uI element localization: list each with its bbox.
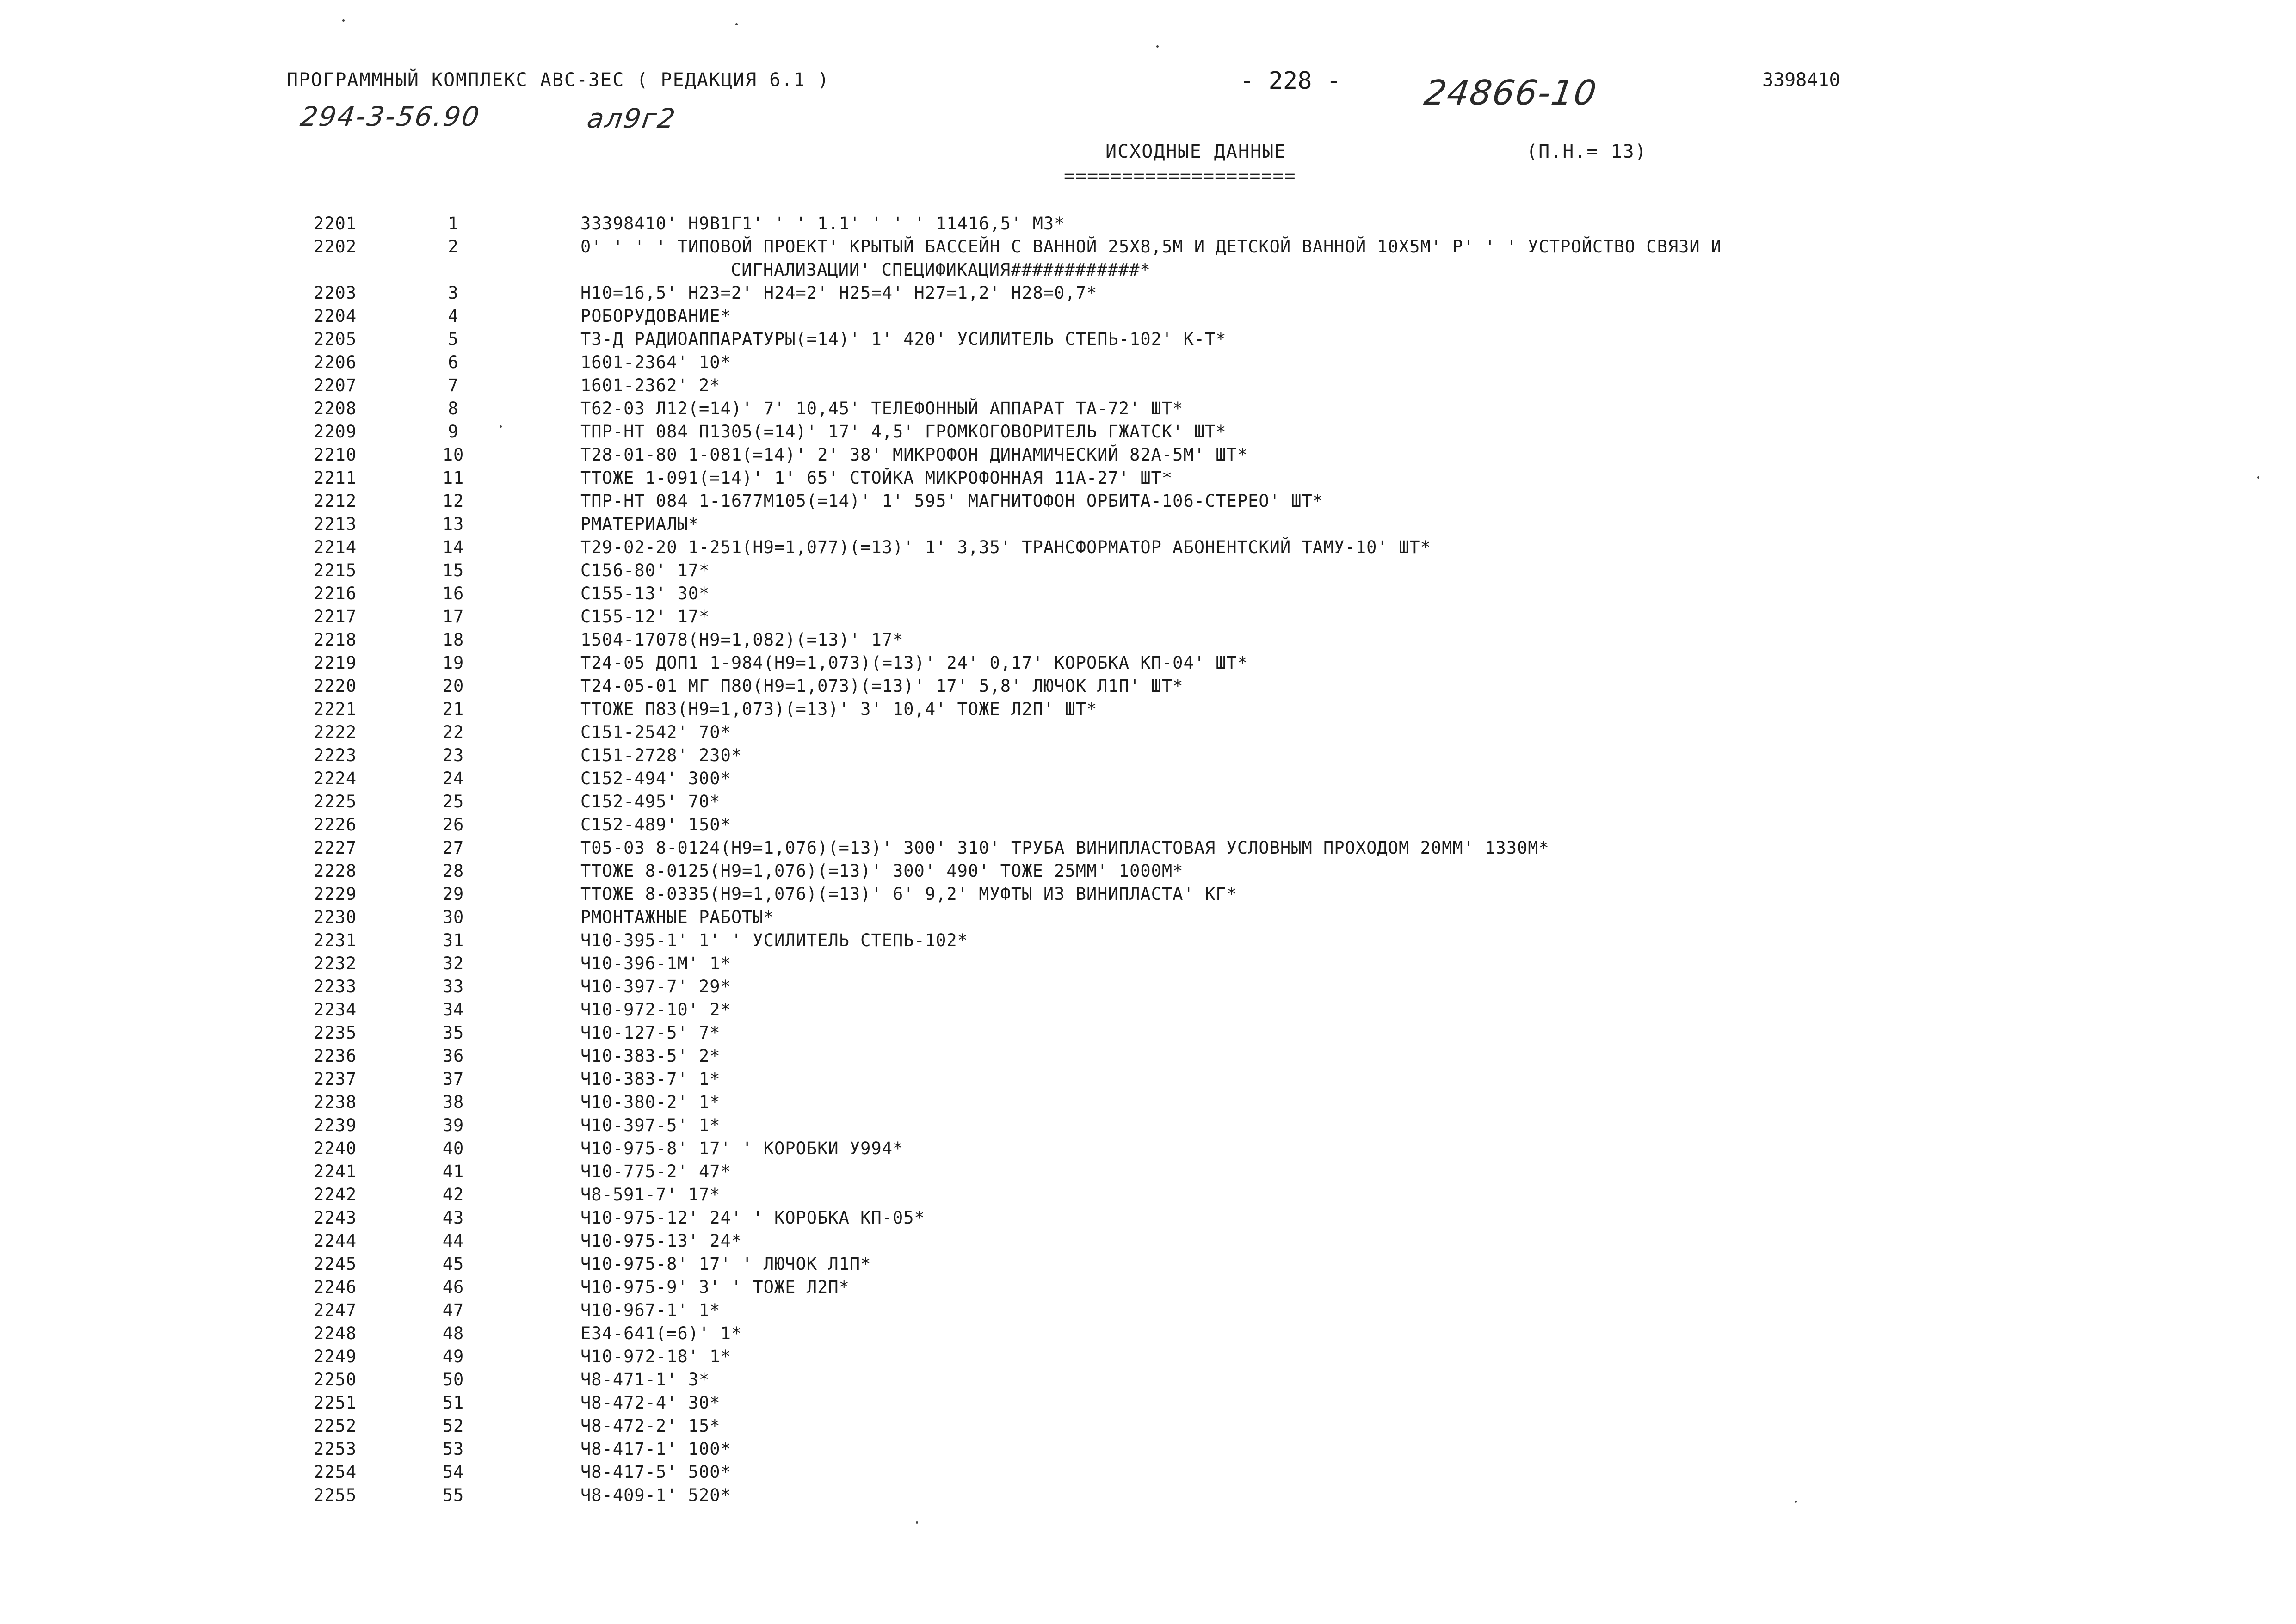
row-line-number: 18 (442, 630, 464, 650)
row-sequence-number: 2221 (314, 699, 357, 719)
document-id: 3398410 (1762, 69, 1840, 91)
row-sequence-number: 2222 (314, 722, 357, 742)
listing-row (0, 815, 2296, 838)
listing-row (0, 861, 2296, 884)
row-sequence-number: 2228 (314, 861, 357, 881)
listing-row (0, 214, 2296, 237)
row-sequence-number: 2223 (314, 745, 357, 765)
listing-row (0, 653, 2296, 676)
row-line-number: 28 (442, 861, 464, 881)
row-text: Т24-05-01 МГ П80(Н9=1,073)(=13)' 17' 5,8' ЛЮЧОК Л1П' ШТ* (580, 676, 1184, 696)
row-text: Ч8-472-4' 30* (580, 1393, 721, 1413)
row-text: 1601-2364' 10* (580, 352, 731, 372)
row-text: Ч10-972-10' 2* (580, 1000, 731, 1020)
listing-row (0, 953, 2296, 977)
row-line-number: 16 (442, 584, 464, 603)
row-line-number: 45 (442, 1254, 464, 1274)
row-line-number: 40 (442, 1138, 464, 1158)
listing-row (0, 1300, 2296, 1323)
row-sequence-number: 2220 (314, 676, 357, 696)
row-text: РОБОРУДОВАНИЕ* (580, 306, 731, 326)
row-text: Ч10-396-1М' 1* (580, 953, 731, 973)
row-line-number: 2 (448, 237, 459, 257)
listing-row (0, 745, 2296, 769)
row-line-number: 50 (442, 1370, 464, 1390)
row-text: Ч8-471-1' 3* (580, 1370, 710, 1390)
row-sequence-number: 2247 (314, 1300, 357, 1320)
row-sequence-number: 2254 (314, 1462, 357, 1482)
row-sequence-number: 2232 (314, 953, 357, 973)
row-sequence-number: 2249 (314, 1347, 357, 1366)
row-line-number: 27 (442, 838, 464, 858)
scan-speck (2257, 476, 2259, 479)
row-line-number: 53 (442, 1439, 464, 1459)
row-line-number: 41 (442, 1162, 464, 1181)
row-sequence-number: 2215 (314, 560, 357, 580)
row-sequence-number: 2242 (314, 1185, 357, 1205)
listing-row (0, 352, 2296, 375)
row-line-number: 19 (442, 653, 464, 673)
listing-row (0, 399, 2296, 422)
listing-row (0, 977, 2296, 1000)
row-text: Ч10-127-5' 7* (580, 1023, 721, 1043)
row-sequence-number: 2206 (314, 352, 357, 372)
row-text: Ч10-397-7' 29* (580, 977, 731, 997)
row-sequence-number: 2201 (314, 214, 357, 234)
listing-row (0, 237, 2296, 283)
row-line-number: 22 (442, 722, 464, 742)
listing-row (0, 1439, 2296, 1462)
listing-row (0, 1323, 2296, 1347)
row-line-number: 37 (442, 1069, 464, 1089)
row-line-number: 52 (442, 1416, 464, 1436)
row-line-number: 32 (442, 953, 464, 973)
row-line-number: 54 (442, 1462, 464, 1482)
scan-speck (1795, 1501, 1797, 1503)
listing-row (0, 514, 2296, 537)
row-sequence-number: 2248 (314, 1323, 357, 1343)
row-line-number: 35 (442, 1023, 464, 1043)
row-text: Ч10-967-1' 1* (580, 1300, 721, 1320)
row-text: Т24-05 ДОП1 1-984(Н9=1,073)(=13)' 24' 0,17' КОРОБКА КП-04' ШТ* (580, 653, 1248, 673)
row-line-number: 8 (448, 399, 459, 418)
listing-row (0, 422, 2296, 445)
row-text: 0' ' ' ' ТИПОВОЙ ПРОЕКТ' КРЫТЫЙ БАССЕЙН С ВАННОЙ 25Х8,5М И ДЕТСКОЙ ВАННОЙ 10Х5М' Р' ' ' УСТРОЙСТВО СВЯЗИ И (580, 237, 1722, 257)
row-text: С155-12' 17* (580, 607, 710, 627)
section-page-ref: (П.Н.= 13) (1526, 141, 1647, 162)
data-listing (0, 214, 2296, 1508)
row-text: Ч10-975-9' 3' ' ТОЖЕ Л2П* (580, 1277, 850, 1297)
row-line-number: 55 (442, 1485, 464, 1505)
row-line-number: 38 (442, 1092, 464, 1112)
program-header: ПРОГРАММНЫЙ КОМПЛЕКС АВС-ЗЕС ( РЕДАКЦИЯ 6.1 ) (287, 69, 830, 91)
listing-row (0, 722, 2296, 745)
row-sequence-number: 2253 (314, 1439, 357, 1459)
listing-row (0, 907, 2296, 930)
row-text: 1504-17078(Н9=1,082)(=13)' 17* (580, 630, 904, 650)
listing-row (0, 283, 2296, 306)
row-text: Т3-Д РАДИОАППАРАТУРЫ(=14)' 1' 420' УСИЛИТЕЛЬ СТЕПЬ-102' К-Т* (580, 329, 1227, 349)
row-text: ТТОЖЕ 1-091(=14)' 1' 65' СТОЙКА МИКРОФОННАЯ 11А-27' ШТ* (580, 468, 1173, 488)
section-underline: ==================== (1064, 166, 1296, 187)
scan-speck (735, 23, 738, 25)
listing-row (0, 1370, 2296, 1393)
row-text: С156-80' 17* (580, 560, 710, 580)
row-text: С151-2542' 70* (580, 722, 731, 742)
listing-row (0, 1416, 2296, 1439)
row-line-number: 47 (442, 1300, 464, 1320)
row-line-number: 9 (448, 422, 459, 442)
row-sequence-number: 2225 (314, 792, 357, 812)
row-sequence-number: 2240 (314, 1138, 357, 1158)
row-line-number: 29 (442, 884, 464, 904)
row-text: Т62-03 Л12(=14)' 7' 10,45' ТЕЛЕФОННЫЙ АППАРАТ ТА-72' ШТ* (580, 399, 1184, 418)
row-text: С152-489' 150* (580, 815, 731, 835)
row-line-number: 42 (442, 1185, 464, 1205)
row-sequence-number: 2219 (314, 653, 357, 673)
listing-row (0, 560, 2296, 584)
row-sequence-number: 2212 (314, 491, 357, 511)
row-text: Ч10-383-7' 1* (580, 1069, 721, 1089)
row-sequence-number: 2208 (314, 399, 357, 418)
row-line-number: 49 (442, 1347, 464, 1366)
listing-row (0, 306, 2296, 329)
row-sequence-number: 2239 (314, 1115, 357, 1135)
row-line-number: 7 (448, 375, 459, 395)
row-sequence-number: 2213 (314, 514, 357, 534)
listing-row (0, 537, 2296, 560)
row-text: Ч8-417-5' 500* (580, 1462, 731, 1482)
listing-row (0, 1000, 2296, 1023)
listing-row (0, 1208, 2296, 1231)
row-text: Ч8-417-1' 100* (580, 1439, 731, 1459)
row-sequence-number: 2238 (314, 1092, 357, 1112)
row-line-number: 43 (442, 1208, 464, 1228)
row-line-number: 48 (442, 1323, 464, 1343)
row-line-number: 20 (442, 676, 464, 696)
row-sequence-number: 2234 (314, 1000, 357, 1020)
row-text: ТТОЖЕ П83(Н9=1,073)(=13)' 3' 10,4' ТОЖЕ Л2П' ШТ* (580, 699, 1098, 719)
scan-speck (1156, 45, 1159, 48)
handwritten-project-code: 294-3-56.90 (298, 101, 483, 132)
listing-row (0, 792, 2296, 815)
row-line-number: 26 (442, 815, 464, 835)
row-line-number: 34 (442, 1000, 464, 1020)
row-sequence-number: 2224 (314, 769, 357, 788)
listing-row (0, 699, 2296, 722)
row-text: РМОНТАЖНЫЕ РАБОТЫ* (580, 907, 774, 927)
row-sequence-number: 2202 (314, 237, 357, 257)
row-text: Ч10-972-18' 1* (580, 1347, 731, 1366)
row-sequence-number: 2217 (314, 607, 357, 627)
row-line-number: 3 (448, 283, 459, 303)
row-text: Ч10-975-8' 17' ' ЛЮЧОК Л1П* (580, 1254, 871, 1274)
row-line-number: 1 (448, 214, 459, 234)
scan-speck (500, 425, 502, 428)
listing-row (0, 1462, 2296, 1485)
row-sequence-number: 2237 (314, 1069, 357, 1089)
listing-row (0, 607, 2296, 630)
row-sequence-number: 2203 (314, 283, 357, 303)
row-text: Ч10-380-2' 1* (580, 1092, 721, 1112)
row-line-number: 44 (442, 1231, 464, 1251)
row-sequence-number: 2216 (314, 584, 357, 603)
listing-row (0, 445, 2296, 468)
row-sequence-number: 2246 (314, 1277, 357, 1297)
row-text: Ч8-591-7' 17* (580, 1185, 721, 1205)
row-line-number: 17 (442, 607, 464, 627)
row-text: ТПР-НТ 084 1-1677М105(=14)' 1' 595' МАГНИТОФОН ОРБИТА-106-СТЕРЕО' ШТ* (580, 491, 1324, 511)
row-sequence-number: 2207 (314, 375, 357, 395)
listing-row (0, 769, 2296, 792)
listing-row (0, 1185, 2296, 1208)
row-text: 1601-2362' 2* (580, 375, 721, 395)
row-line-number: 30 (442, 907, 464, 927)
row-sequence-number: 2251 (314, 1393, 357, 1413)
row-line-number: 33 (442, 977, 464, 997)
row-sequence-number: 2210 (314, 445, 357, 465)
row-text: Ч10-975-8' 17' ' КОРОБКИ У994* (580, 1138, 904, 1158)
row-text: ТПР-НТ 084 П1305(=14)' 17' 4,5' ГРОМКОГОВОРИТЕЛЬ ГЖАТСК' ШТ* (580, 422, 1227, 442)
row-text: С152-495' 70* (580, 792, 721, 812)
listing-row (0, 1347, 2296, 1370)
scan-speck (916, 1521, 918, 1524)
row-line-number: 4 (448, 306, 459, 326)
row-sequence-number: 2255 (314, 1485, 357, 1505)
listing-row (0, 375, 2296, 399)
listing-row (0, 491, 2296, 514)
row-sequence-number: 2230 (314, 907, 357, 927)
row-sequence-number: 2204 (314, 306, 357, 326)
row-line-number: 11 (442, 468, 464, 488)
row-line-number: 13 (442, 514, 464, 534)
handwritten-project-code-suffix: ал9г2 (585, 103, 679, 134)
row-sequence-number: 2226 (314, 815, 357, 835)
row-text: Ч10-775-2' 47* (580, 1162, 731, 1181)
row-sequence-number: 2209 (314, 422, 357, 442)
row-text: Ч10-397-5' 1* (580, 1115, 721, 1135)
row-line-number: 10 (442, 445, 464, 465)
row-sequence-number: 2244 (314, 1231, 357, 1251)
listing-row (0, 329, 2296, 352)
row-line-number: 51 (442, 1393, 464, 1413)
row-text: Ч10-975-12' 24' ' КОРОБКА КП-05* (580, 1208, 925, 1228)
row-text-continuation: СИГНАЛИЗАЦИИ' СПЕЦИФИКАЦИЯ############* (731, 260, 1151, 280)
row-line-number: 21 (442, 699, 464, 719)
row-text: Е34-641(=6)' 1* (580, 1323, 742, 1343)
row-line-number: 5 (448, 329, 459, 349)
row-text: С155-13' 30* (580, 584, 710, 603)
row-sequence-number: 2218 (314, 630, 357, 650)
row-sequence-number: 2227 (314, 838, 357, 858)
row-text: Ч10-975-13' 24* (580, 1231, 742, 1251)
row-line-number: 14 (442, 537, 464, 557)
listing-row (0, 1138, 2296, 1162)
section-title: ИСХОДНЫЕ ДАННЫЕ (1105, 141, 1287, 162)
listing-row (0, 468, 2296, 491)
row-text: Ч10-383-5' 2* (580, 1046, 721, 1066)
row-sequence-number: 2245 (314, 1254, 357, 1274)
row-line-number: 15 (442, 560, 464, 580)
row-sequence-number: 2243 (314, 1208, 357, 1228)
handwritten-document-number: 24866-10 (1421, 73, 1600, 113)
row-text: Т29-02-20 1-251(Н9=1,077)(=13)' 1' 3,35' ТРАНСФОРМАТОР АБОНЕНТСКИЙ ТАМУ-10' ШТ* (580, 537, 1431, 557)
listing-row (0, 676, 2296, 699)
row-line-number: 31 (442, 930, 464, 950)
row-line-number: 6 (448, 352, 459, 372)
listing-row (0, 584, 2296, 607)
listing-row (0, 1231, 2296, 1254)
row-sequence-number: 2252 (314, 1416, 357, 1436)
row-text: Ч10-395-1' 1' ' УСИЛИТЕЛЬ СТЕПЬ-102* (580, 930, 968, 950)
listing-row (0, 1069, 2296, 1092)
row-sequence-number: 2231 (314, 930, 357, 950)
row-line-number: 23 (442, 745, 464, 765)
row-text: С151-2728' 230* (580, 745, 742, 765)
row-line-number: 24 (442, 769, 464, 788)
listing-row (0, 884, 2296, 907)
listing-row (0, 1162, 2296, 1185)
row-text: ТТОЖЕ 8-0335(Н9=1,076)(=13)' 6' 9,2' МУФТЫ ИЗ ВИНИПЛАСТА' КГ* (580, 884, 1237, 904)
listing-row (0, 1023, 2296, 1046)
row-sequence-number: 2241 (314, 1162, 357, 1181)
listing-row (0, 1254, 2296, 1277)
row-sequence-number: 2214 (314, 537, 357, 557)
page-number: - 228 - (1240, 67, 1341, 95)
listing-row (0, 630, 2296, 653)
row-line-number: 36 (442, 1046, 464, 1066)
listing-row (0, 1115, 2296, 1138)
row-sequence-number: 2205 (314, 329, 357, 349)
row-sequence-number: 2250 (314, 1370, 357, 1390)
row-text: РМАТЕРИАЛЫ* (580, 514, 699, 534)
listing-row (0, 1092, 2296, 1115)
row-text: Ч8-409-1' 520* (580, 1485, 731, 1505)
row-sequence-number: 2233 (314, 977, 357, 997)
row-line-number: 46 (442, 1277, 464, 1297)
listing-row (0, 1277, 2296, 1300)
row-line-number: 39 (442, 1115, 464, 1135)
row-sequence-number: 2229 (314, 884, 357, 904)
row-sequence-number: 2235 (314, 1023, 357, 1043)
row-sequence-number: 2211 (314, 468, 357, 488)
row-text: ТТОЖЕ 8-0125(Н9=1,076)(=13)' 300' 490' ТОЖЕ 25ММ' 1000М* (580, 861, 1184, 881)
row-text: Т05-03 8-0124(Н9=1,076)(=13)' 300' 310' ТРУБА ВИНИПЛАСТОВАЯ УСЛОВНЫМ ПРОХОДОМ 20ММ' 1330М* (580, 838, 1549, 858)
row-text: Т28-01-80 1-081(=14)' 2' 38' МИКРОФОН ДИНАМИЧЕСКИЙ 82А-5М' ШТ* (580, 445, 1248, 465)
row-text: Н10=16,5' Н23=2' Н24=2' Н25=4' Н27=1,2' Н28=0,7* (580, 283, 1098, 303)
row-sequence-number: 2236 (314, 1046, 357, 1066)
row-line-number: 25 (442, 792, 464, 812)
listing-row (0, 1485, 2296, 1508)
scan-speck (342, 19, 345, 22)
row-line-number: 12 (442, 491, 464, 511)
row-text: С152-494' 300* (580, 769, 731, 788)
listing-row (0, 930, 2296, 953)
row-text: 33398410' Н9В1Г1' ' ' 1.1' ' ' ' 11416,5' М3* (580, 214, 1065, 234)
listing-row (0, 1393, 2296, 1416)
row-text: Ч8-472-2' 15* (580, 1416, 721, 1436)
listing-row (0, 1046, 2296, 1069)
listing-row (0, 838, 2296, 861)
